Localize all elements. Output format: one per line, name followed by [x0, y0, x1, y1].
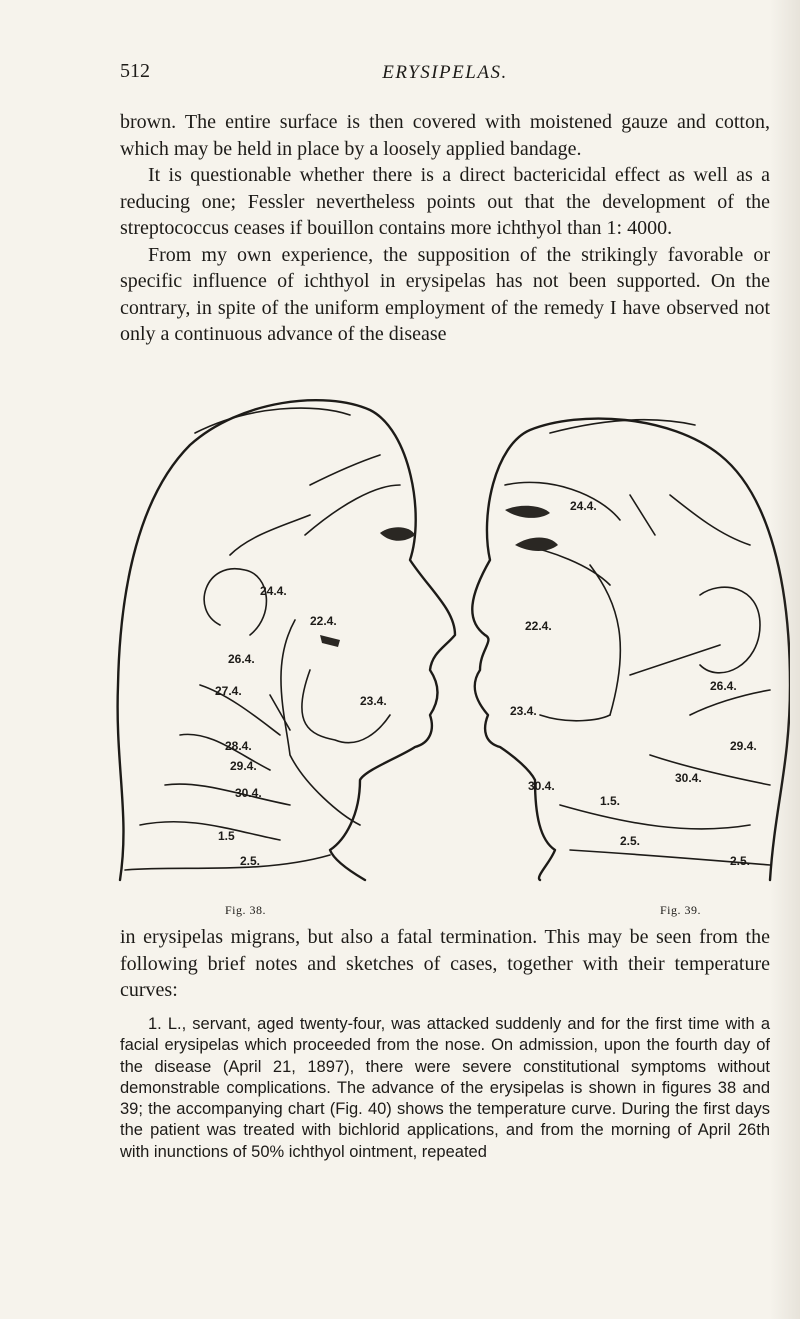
paragraph: It is questionable whether there is a direct bactericidal effect as well as a reducing one; Fessler nevertheless points out that the development of the streptococcus ceases if bouillon contains more ichthyol than 1: 4000. — [120, 164, 770, 239]
case-paragraph: 1. L., servant, aged twenty-four, was attacked suddenly and for the first time with a facial erysipelas which proceeded from the nose. On admission, upon the fourth day of the disease (April 21, 1897), there were severe constitutional symptoms without demonstrable complications. The advance of the erysipelas is shown in figures 38 and 39; the accompanying chart (Fig. 40) shows the temperature curve. During the first days the patient was treated with bichlorid applications, and from the morning of April 26th with inunctions of 50% ichthyol ointment, repeated — [120, 1015, 770, 1161]
fig38-label: 22.4. — [310, 614, 337, 628]
paragraph: in erysipelas migrans, but also a fatal termination. This may be seen from the following brief notes and sketches of cases, together with their temperature curves: — [120, 926, 770, 1001]
fig38-label: 28.4. — [225, 739, 252, 753]
page-number: 512 — [120, 60, 150, 82]
fig38-label: 1.5 — [218, 829, 235, 843]
fig38-drawing — [118, 400, 455, 880]
fig38-label: 2.5. — [240, 854, 261, 868]
text-block-middle — [120, 924, 770, 1004]
fig39-label: 29.4. — [730, 739, 757, 753]
case-note — [120, 1014, 770, 1163]
fig38-label: 23.4. — [360, 694, 387, 708]
fig38-label: 26.4. — [228, 652, 255, 666]
fig38-caption: Fig. 38. — [225, 903, 267, 917]
figures-illustration — [110, 385, 790, 915]
text-block-top — [120, 109, 770, 348]
figure-pair — [110, 385, 790, 915]
fig39-label: 30.4. — [528, 779, 555, 793]
running-title: ERYSIPELAS. — [382, 62, 508, 83]
fig39-label: 1.5. — [600, 794, 621, 808]
fig38-label: 29.4. — [230, 759, 257, 773]
fig38-label: 27.4. — [215, 684, 242, 698]
fig39-label: 2.5. — [730, 854, 751, 868]
fig38-label: 24.4. — [260, 584, 287, 598]
paragraph: From my own experience, the supposition of the strikingly favorable or specific influence of ichthyol in erysipelas has not been supported. On the contrary, in spite of the uniform employment of the remedy I have observed not only a continuous advance of the disease — [120, 243, 770, 345]
paragraph: brown. The entire surface is then covered with moistened gauze and cotton, which may be held in place by a loosely applied bandage. — [120, 111, 770, 160]
fig38-label: 30.4. — [235, 786, 262, 800]
fig39-label: 26.4. — [710, 679, 737, 693]
page-edge-shadow — [770, 0, 800, 1319]
fig39-label: 22.4. — [525, 619, 552, 633]
fig39-label: 2.5. — [620, 834, 641, 848]
fig39-label: 24.4. — [570, 499, 597, 513]
fig39-caption: Fig. 39. — [660, 903, 702, 917]
fig39-label: 23.4. — [510, 704, 537, 718]
fig39-drawing — [472, 419, 790, 880]
page-header — [120, 60, 770, 90]
fig39-label: 30.4. — [675, 771, 702, 785]
